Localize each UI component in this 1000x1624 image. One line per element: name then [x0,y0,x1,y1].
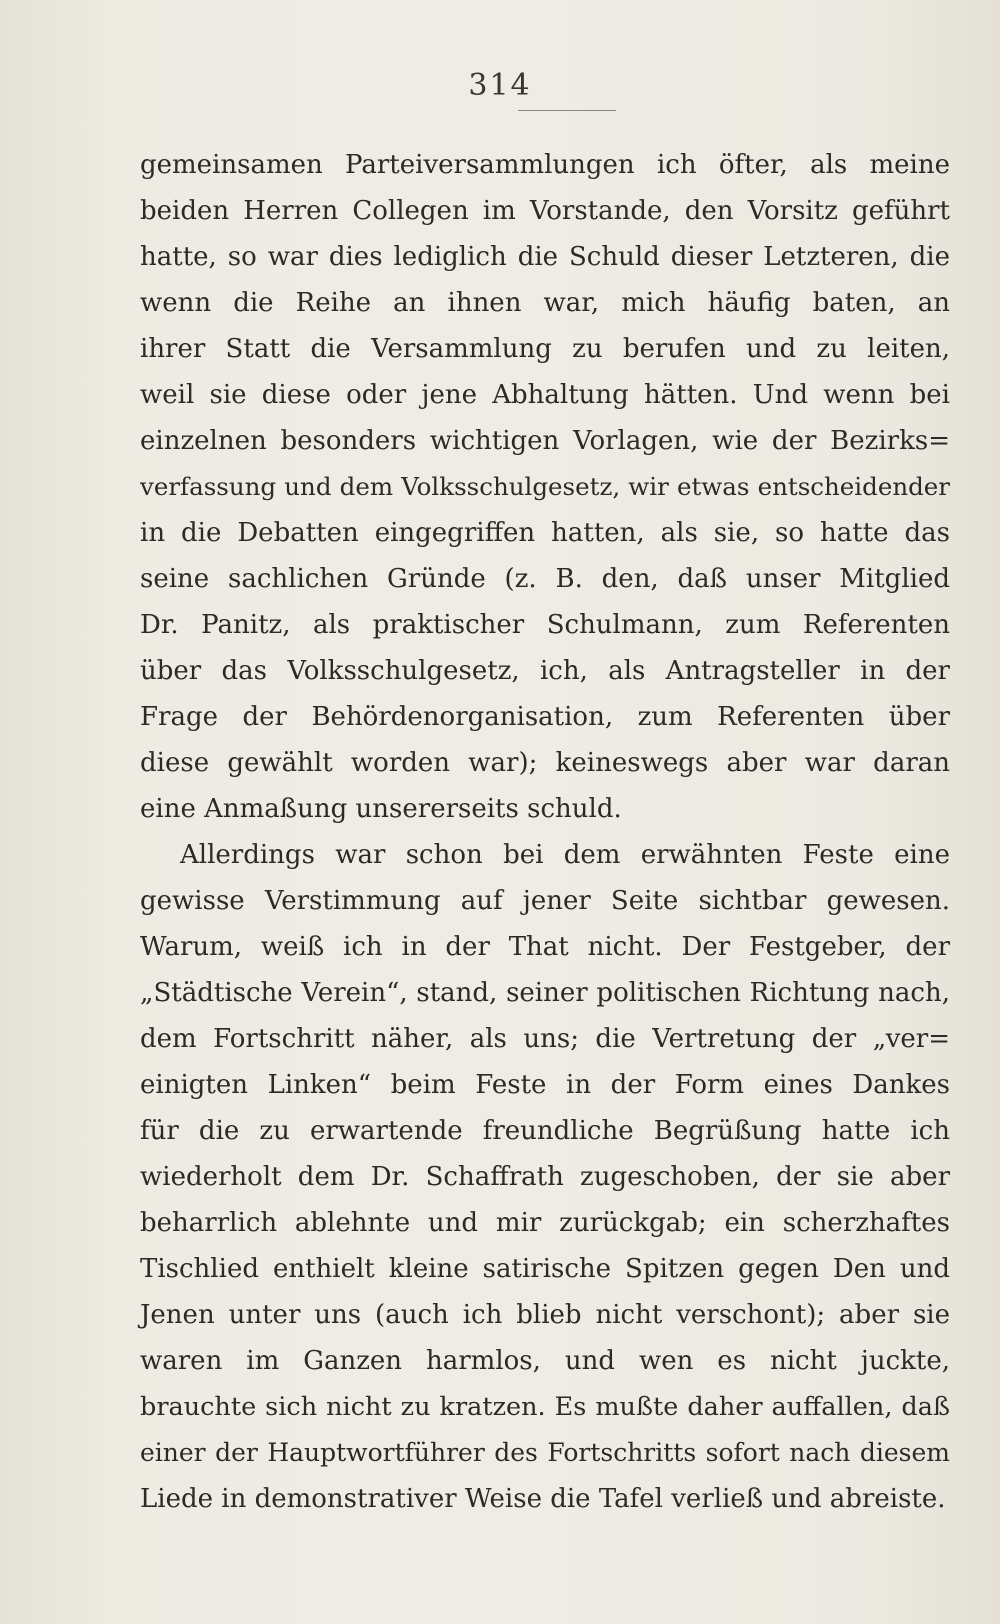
text-line: eine Anmaßung unsererseits schuld. [140,794,622,824]
text-line: waren im Ganzen harmlos, und wen es nicht juckte, [140,1346,950,1376]
text-line: Dr. Panitz, als praktischer Schulmann, zum Referenten [140,610,950,640]
text-line: ihrer Statt die Versammlung zu berufen und zu leiten, [140,334,950,364]
text-line: Jenen unter uns (auch ich blieb nicht verschont); aber sie [140,1300,950,1330]
text-line: beiden Herren Collegen im Vorstande, den Vorsitz geführt [140,196,950,226]
text-line: dem Fortschritt näher, als uns; die Vertretung der „ver= [140,1024,950,1054]
page-number: 314 [468,68,532,103]
text-line: Tischlied enthielt kleine satirische Spitzen gegen Den und [140,1254,950,1284]
text-line: Warum, weiß ich in der That nicht. Der Festgeber, der [140,932,950,962]
text-line: Allerdings war schon bei dem erwähnten Feste eine [180,840,950,870]
text-line: diese gewählt worden war); keineswegs aber war daran [140,748,950,778]
text-line: gewisse Verstimmung auf jener Seite sichtbar gewesen. [140,886,950,916]
text-line: in die Debatten eingegriffen hatten, als sie, so hatte das [140,518,950,548]
text-line: wiederholt dem Dr. Schaffrath zugeschoben, der sie aber [140,1162,950,1192]
text-line: hatte, so war dies lediglich die Schuld dieser Letzteren, die [140,242,950,272]
text-line: „Städtische Verein“, stand, seiner politischen Richtung nach, [140,978,950,1008]
header-rule [518,110,616,111]
text-line: über das Volksschulgesetz, ich, als Antragsteller in der [140,656,950,686]
text-line: Frage der Behördenorganisation, zum Referenten über [140,702,950,732]
text-line: einer der Hauptwortführer des Fortschritts sofort nach diesem [140,1438,950,1467]
text-line: wenn die Reihe an ihnen war, mich häufig baten, an [140,288,950,318]
text-line: beharrlich ablehnte und mir zurückgab; ein scherzhaftes [140,1208,950,1238]
text-line: einzelnen besonders wichtigen Vorlagen, wie der Bezirks= [140,426,950,456]
text-line: einigten Linken“ beim Feste in der Form eines Dankes [140,1070,950,1100]
text-line: gemeinsamen Parteiversammlungen ich öfter, als meine [140,150,950,180]
text-line: weil sie diese oder jene Abhaltung hätten. Und wenn bei [140,380,950,410]
body-text [140,142,950,1522]
text-line: seine sachlichen Gründe (z. B. den, daß unser Mitglied [140,564,950,594]
text-line: Liede in demonstrativer Weise die Tafel verließ und abreiste. [140,1484,946,1514]
text-line: für die zu erwartende freundliche Begrüßung hatte ich [140,1116,950,1146]
text-line: verfassung und dem Volksschulgesetz, wir etwas entscheidender [140,472,950,501]
text-line: brauchte sich nicht zu kratzen. Es mußte daher auffallen, daß [140,1392,950,1422]
